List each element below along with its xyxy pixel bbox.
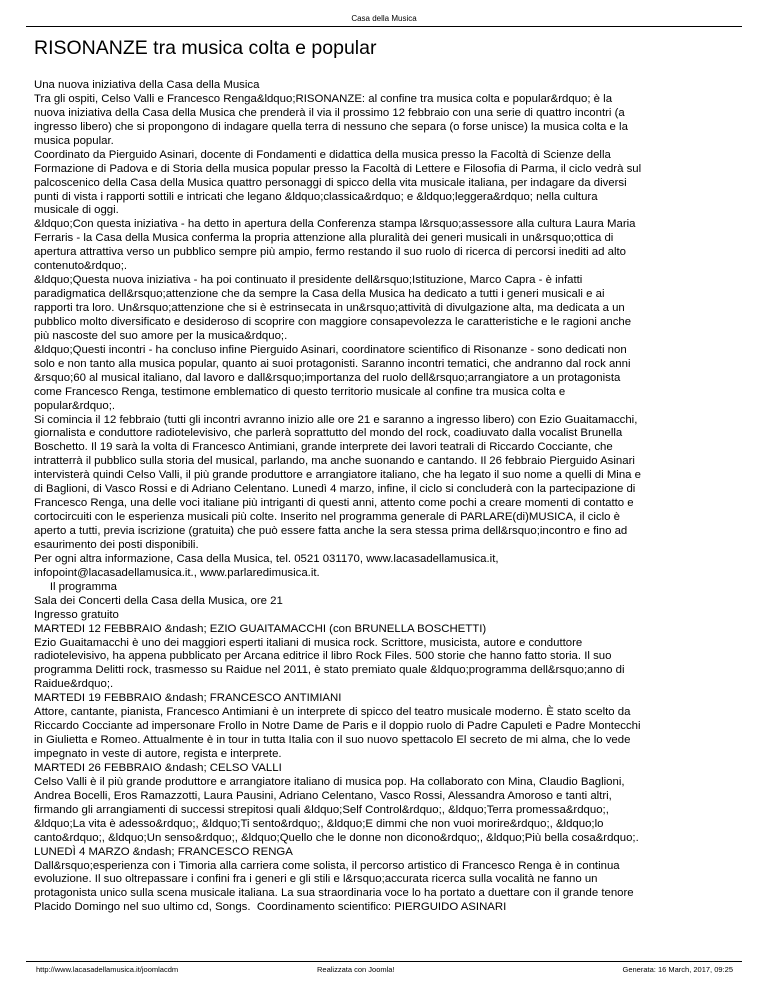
body-line: cortocircuiti con le esperienza musicali più colte. Inserito nel programma generale di PARLARE(di)MUSICA, il ciclo è [34, 511, 621, 524]
body-line: aperto a tutti, previa iscrizione (gratuita) che può essere fatta anche la sera stessa prima dell&rsquo;incontro e fino ad [34, 525, 628, 537]
body-line: Raidue&rdquo;. [34, 678, 114, 691]
body-line: ingresso libero) che si propongono di indagare quella terra di nessuno che separa (o forse unisce) la musica colta e la [34, 120, 628, 133]
body-line: MARTEDI 26 FEBBRAIO &ndash; CELSO VALLI [34, 761, 282, 774]
body-line: intratterrà il pubblico sulla storia del musical, parlando, ma anche suonando e cantando. Il 26 febbraio Pierguido Asinari [34, 455, 635, 468]
body-line: punti di vista i rapporti sottili e intricati che legano &ldquo;classica&rdquo; e &ldquo;leggera&rdquo; nella cultura [34, 190, 598, 203]
footer-url[interactable]: http://www.lacasadellamusica.it/joomlacdm [36, 965, 179, 974]
body-line: Coordinato da Pierguido Asinari, docente di Fondamenti e didattica della musica presso la Facoltà di Scienze della [34, 148, 611, 161]
body-line: di Baglioni, di Vasco Rossi e di Adriano Celentano. Lunedì 4 marzo, infine, il ciclo si concluderà con la partecipazione di [34, 483, 636, 496]
body-line: in Giulietta e Romeo. Attualmente è in tour in tutta Italia con il suo nuovo spettacolo El secreto de mi alma, che lo vede [34, 734, 631, 747]
body-line: Placido Domingo nel suo ultimo cd, Songs. Coordinamento scientifico: PIERGUIDO ASINARI [34, 901, 507, 914]
body-line: Boschetto. Il 19 sarà la volta di Francesco Antimiani, grande interprete dei lavori teatrali di Riccardo Cocciante, che [34, 441, 613, 454]
body-line: musica popular. [34, 134, 114, 147]
site-header: Casa della Musica [351, 14, 417, 23]
body-line: Il programma [34, 580, 117, 593]
body-line: Formazione di Padova e di Storia della musica popular presso la Facoltà di Lettere e Filosofia di Parma, il ciclo vedrà sul [34, 162, 642, 175]
body-line: infopoint@lacasadellamusica.it., www.parlaredimusica.it. [34, 566, 320, 579]
body-line: Attore, cantante, pianista, Francesco Antimiani è un interprete di spicco del teatro musicale moderno. È stato scelto da [34, 706, 631, 719]
body-line: Tra gli ospiti, Celso Valli e Francesco Renga&ldquo;RISONANZE: al confine tra musica colta e popular&rdquo; è la [34, 92, 613, 105]
body-line: MARTEDI 19 FEBBRAIO &ndash; FRANCESCO ANTIMIANI [34, 692, 342, 705]
body-line: impegnato in veste di autore, regista e interprete. [34, 748, 282, 760]
body-line: canto&rdquo;, &ldquo;Un senso&rdquo;, &ldquo;Quello che le donne non dicono&rdquo;, &ldquo;Più bella cosa&rdquo;. [34, 831, 639, 844]
body-line: Ingresso gratuito [34, 608, 119, 621]
body-line: paradigmatica dell&rsquo;attenzione che da sempre la Casa della Musica ha dedicato a tutti i generi musicali e ai [34, 288, 605, 301]
body-line: musicale di oggi. [34, 204, 119, 217]
body-line: palcoscenico della Casa della Musica quattro personaggi di spicco della vita musicale italiana, per indagare da diversi [34, 176, 627, 189]
body-line: &rsquo;60 al musical italiano, dal lavoro e dall&rsquo;importanza del ruolo dell&rsquo;arrangiatore a un protagonista [34, 371, 621, 384]
body-line: esaurimento dei posti disponibili. [34, 538, 199, 551]
body-line: radiotelevisivo, ha appena pubblicato per Arcana editrice il libro Rock Files. 500 storie che hanno fatto storia. Il suo [34, 650, 612, 663]
body-line: Ferraris - la Casa della Musica conferma la propria attenzione alla pluralità dei generi musicali in un&rsquo;ottica di [34, 232, 614, 245]
body-line: giornalista e conduttore radiotelevisivo, che parlerà soprattutto del mondo del rock, coadiuvato dalla vocalist Brunella [34, 427, 623, 440]
body-line: Sala dei Concerti della Casa della Musica, ore 21 [34, 594, 283, 607]
body-line: protagonista unico sulla scena musicale italiana. La sua straordinaria voce lo ha portato a duettare con il grande tenore [34, 887, 634, 900]
body-line: Ezio Guaitamacchi è uno dei maggiori esperti italiani di musica rock. Scrittore, musicista, autore e conduttore [34, 636, 583, 649]
body-line: &ldquo;La vita è adesso&rdquo;, &ldquo;Ti sento&rdquo;, &ldquo;E dimmi che non vuoi morire&rdquo;, &ldquo;lo [34, 817, 604, 830]
header-divider [26, 26, 742, 27]
footer-made-with: Realizzata con Joomla! [317, 965, 395, 974]
body-line: &ldquo;Questa nuova iniziativa - ha poi continuato il presidente dell&rsquo;Istituzione, Marco Capra - è infatti [34, 274, 583, 287]
article-title: RISONANZE tra musica colta e popular [34, 37, 377, 59]
body-line: popular&rdquo;. [34, 399, 116, 412]
body-line: LUNEDÌ 4 MARZO &ndash; FRANCESCO RENGA [34, 845, 293, 858]
body-line: contenuto&rdquo;. [34, 260, 128, 273]
body-line: firmando gli arrangiamenti di successi strepitosi quali &ldquo;Self Control&rdquo;, &ldquo;Terra promessa&rdquo;, [34, 803, 609, 816]
footer-generated-date: Generata: 16 March, 2017, 09:25 [622, 965, 733, 974]
body-line: Per ogni altra informazione, Casa della Musica, tel. 0521 031170, www.lacasadellamusica.it, [34, 552, 499, 565]
body-line: apertura attrattiva verso un pubblico sempre più ampio, fermo restando il suo ruolo di ricerca di percorsi inediti ad alto [34, 246, 626, 259]
body-line: programma Delitti rock, trasmesso su Raidue nel 2011, è stato premiato quale &ldquo;programma dell&rsquo;anno di [34, 664, 625, 677]
body-line: &ldquo;Questi incontri - ha concluso infine Pierguido Asinari, coordinatore scientifico di Risonanze - sono dedicati non [34, 343, 627, 356]
body-line: evoluzione. Il suo oltrepassare i confini fra i generi e gli stili e l&rsquo;accurata ricerca sulla vocalità ne fanno un [34, 873, 598, 886]
body-line: rapporti tra loro. Un&rsquo;attenzione che si è estrinsecata in un&rsquo;attività di divulgazione alta, ma dedicata a un [34, 302, 625, 314]
body-line: Andrea Bocelli, Eros Ramazzotti, Laura Pausini, Adriano Celentano, Vasco Rossi, Alessandra Amoroso e tanti altri, [34, 789, 612, 802]
body-line: Dall&rsquo;esperienza con i Timoria alla carriera come solista, il percorso artistico di Francesco Renga è in continua [34, 859, 620, 872]
body-line: &ldquo;Con questa iniziativa - ha detto in apertura della Conferenza stampa l&rsquo;assessore alla cultura Laura Maria [34, 218, 636, 231]
article-body [34, 79, 739, 915]
body-line: MARTEDI 12 FEBBRAIO &ndash; EZIO GUAITAMACCHI (con BRUNELLA BOSCHETTI) [34, 622, 487, 635]
body-line: nuova iniziativa della Casa della Musica che prenderà il via il prossimo 12 febbraio con una serie di quattro incontri (a [34, 106, 625, 119]
body-line: pubblico molto diversificato e desideroso di scoprire con maggiore consapevolezza le caratteristiche e le ragioni anche [34, 315, 632, 328]
body-line: più nascoste del suo amore per la musica&rdquo;. [34, 329, 288, 342]
footer-divider [26, 961, 742, 962]
body-line: come Francesco Renga, testimone emblematico di questo territorio musicale al confine tra musica colta e [34, 385, 566, 398]
body-line: Una nuova iniziativa della Casa della Musica [34, 79, 260, 91]
body-line: Francesco Renga, una delle voci italiane più intriganti di questi anni, attento come pochi a creare momenti di contatto e [34, 497, 634, 510]
body-line: intervisterà quindi Celso Valli, il più grande produttore e arrangiatore italiano, che ha legato il suo nome a quelli di Mina e [34, 469, 642, 482]
body-line: Riccardo Cocciante ad impersonare Frollo in Notre Dame de Paris e il doppio ruolo di Padre Capuleti e Padre Montecchi [34, 720, 641, 733]
body-line: Celso Valli è il più grande produttore e arrangiatore italiano di musica pop. Ha collaborato con Mina, Claudio Baglioni, [34, 775, 625, 788]
body-line: Si comincia il 12 febbraio (tutti gli incontri avranno inizio alle ore 21 e saranno a ingresso libero) con Ezio Guaitamacchi, [34, 413, 638, 426]
body-line: solo e non tanto alla musica popular, quanto ai suoi protagonisti. Saranno incontri tematici, che andranno dal rock anni [34, 357, 631, 370]
